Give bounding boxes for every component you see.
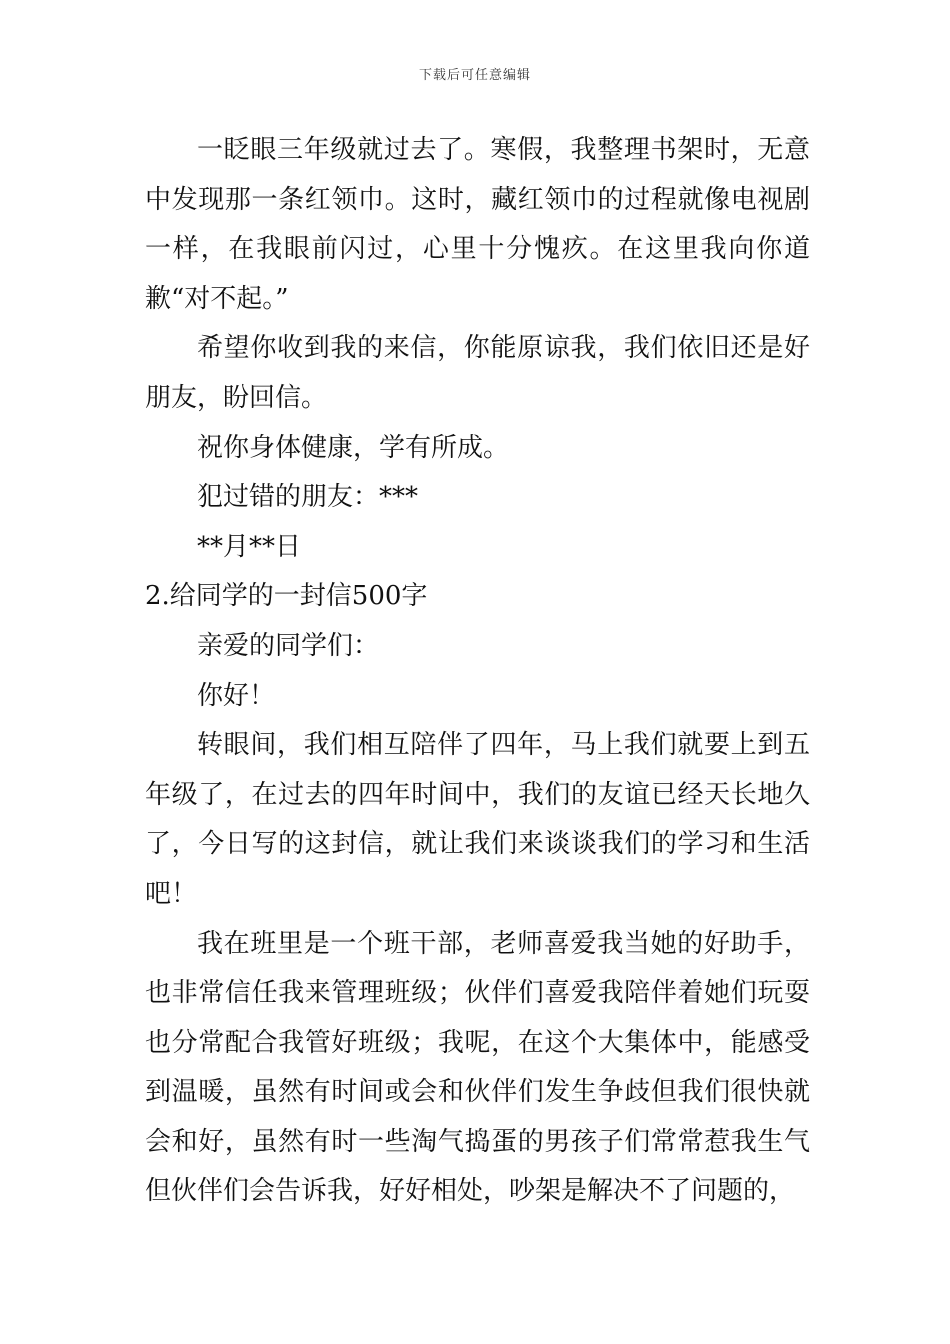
- paragraph: 祝你身体健康，学有所成。: [197, 432, 510, 463]
- page-header-note: 下载后可任意编辑: [418, 68, 531, 83]
- paragraph: 转眼间，我们相互陪伴了四年，马上我们就要上到五年级了，在过去的四年时间中，我们的友谊已经天长地久了，今日写的这封信，就让我们来谈谈我们的学习和生活吧！: [145, 730, 810, 909]
- signature-line: 犯过错的朋友：***: [197, 482, 419, 513]
- paragraph: 希望你收到我的来信，你能原谅我，我们依旧还是好朋友，盼回信。: [145, 333, 810, 413]
- paragraph: 我在班里是一个班干部，老师喜爱我当她的好助手，也非常信任我来管理班级；伙伴们喜爱我陪伴着她们玩耍也分常配合我管好班级；我呢，在这个大集体中，能感受到温暖，虽然有时间或会和伙伴们发生争歧但我们很快就会和好，虽然有时一些淘气捣蛋的男孩子们常常惹我生气但伙伴们会告诉我，好好相处，吵架是解决不了问题的，: [145, 928, 810, 1207]
- section-heading: 2.给同学的一封信500字: [145, 581, 428, 612]
- salutation: 亲爱的同学们：: [197, 630, 380, 661]
- document-body: [145, 126, 810, 1217]
- paragraph: 一眨眼三年级就过去了。寒假，我整理书架时，无意中发现那一条红领巾。这时，藏红领巾的过程就像电视剧一样，在我眼前闪过，心里十分愧疚。在这里我向你道歉“对不起。”: [145, 135, 810, 314]
- greeting: 你好！: [197, 680, 276, 711]
- date-line: **月**日: [197, 531, 302, 562]
